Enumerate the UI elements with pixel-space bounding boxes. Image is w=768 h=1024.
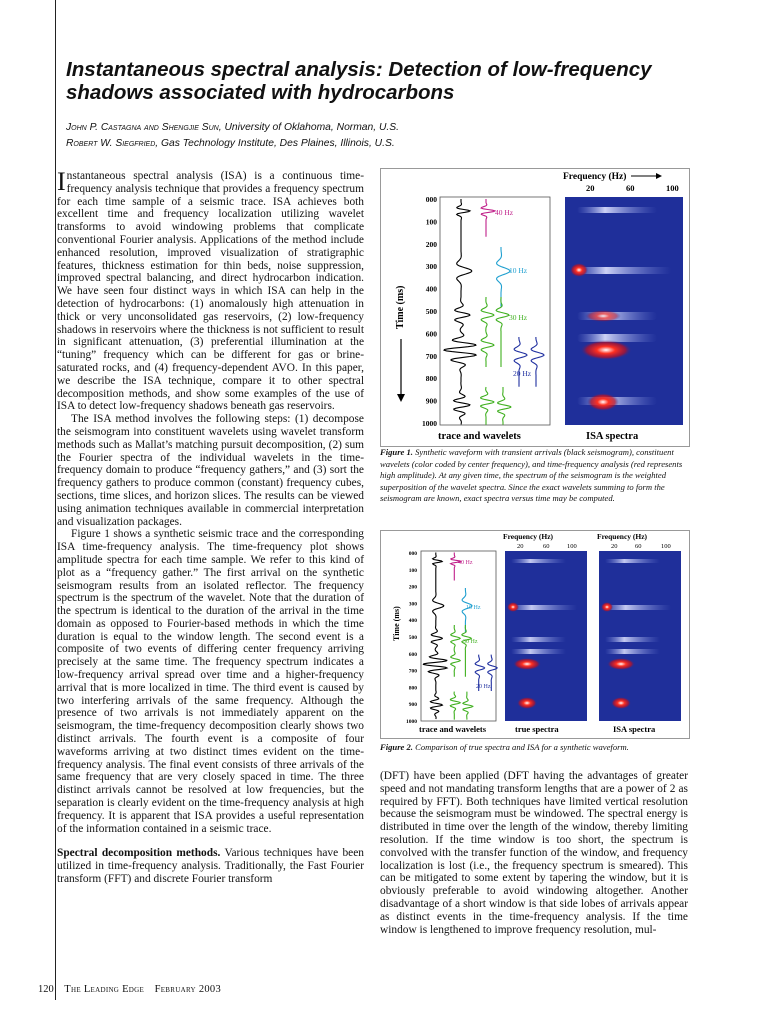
figure-1-caption: Figure 1. Synthetic waveform with transient arrivals (black seismogram), constituent wavelets (color coded by center frequency), and time-frequency analysis (red represents high amplitude). At any given time, the spectrum of the seismogram is the weighted superposition of the wavelet spectra. Since the exact wavelets summing to form the seismogram are known, exact spectra versus time may be computed.	[380, 447, 683, 503]
page-number: 120	[38, 984, 54, 995]
author-line-2	[66, 136, 399, 152]
time-tick: 600	[425, 329, 437, 339]
isa-spectra-panel	[565, 197, 683, 425]
freq-tick: 20	[517, 543, 524, 550]
time-tick: 200	[425, 239, 437, 249]
time-ticks	[406, 551, 417, 725]
time-tick: 000	[408, 551, 417, 557]
figure-2-caption: Figure 2. Comparison of true spectra and ISA for a synthetic waveform.	[380, 742, 629, 752]
paragraph-method: The ISA method involves the following steps: (1) decompose the seismogram into constituent wavelets using wavelet transform methods such as Mallat’s matching pursuit decomposition, (2) sum the Fourier spectra of the individual wavelets in the time-frequency domain to produce “frequency gathers,” and (3) sort the frequency gathers to produce common (constant) frequency cubes, sections, time slices, and horizon slices. The results can be viewed using animation techniques available in commercial interpretation and visualization packages.	[57, 413, 364, 528]
wavelet-label: 20 Hz	[476, 684, 491, 690]
wavelet-label: 20 Hz	[513, 369, 532, 378]
time-tick: 300	[425, 262, 437, 272]
wavelet-label: 40 Hz	[458, 560, 473, 566]
freq-tick: 100	[567, 543, 577, 550]
time-tick: 700	[425, 351, 437, 361]
time-tick: 1000	[422, 419, 437, 428]
wavelet-label: 30 Hz	[463, 639, 478, 645]
issue-date: February 2003	[154, 984, 222, 995]
figure-1-graphic	[381, 169, 689, 446]
time-tick: 1000	[406, 719, 417, 725]
wavelet-label: 10 Hz	[509, 266, 528, 275]
freq-label: Frequency (Hz)	[503, 532, 554, 541]
page-footer	[38, 984, 221, 995]
time-tick: 200	[408, 584, 417, 591]
figure-2	[380, 530, 690, 739]
time-tick: 400	[408, 618, 417, 625]
time-tick: 500	[408, 635, 417, 641]
wavelet-label: 10 Hz	[466, 605, 481, 611]
time-tick: 800	[425, 374, 437, 384]
panel-label: trace and wavelets	[419, 724, 487, 734]
margin-rule	[55, 0, 56, 1000]
left-column	[57, 167, 364, 886]
paragraph-dft: (DFT) have been applied (DFT having the advantages of greater speed and not mandating transform lengths that are a power of 2 as required by FFT). Both techniques have limited vertical resolution because the seismogram must be windowed. The spectral energy is distributed in time over the length of the window, thereby limiting resolution. If the time window is too short, the spectrum is convolved with the transfer function of the window, and frequency localization is lost (i.e., the frequency spectrum is smeared). This can be mitigated to some extent by tapering the window, but it is obviously preferable to avoid windowing altogether. Another disadvantage of a short window is that side lobes of arrivals appear as distinct events in the time-frequency analysis. If the time window is lengthened to improve frequency resolution, mul-	[380, 770, 688, 936]
figure-1	[380, 168, 690, 447]
time-tick: 000	[425, 195, 437, 204]
time-tick: 400	[425, 284, 437, 294]
panel-label: ISA spectra	[586, 431, 639, 442]
paragraph-figure1: Figure 1 shows a synthetic seismic trace and the corresponding ISA time-frequency analysis. The time-frequency plot shows amplitude spectra for each time sample. We refer to this kind of plot as a “frequency gather.” The first arrival on the synthetic seismogram results from an isolated reflector. The frequency spectrum is the spectrum of the wavelet. Note that the duration of the spectrum is identical to the duration of the arrival in the time domain as opposed to Fourier-based methods in which the time duration is equal to the window length. The second event is a composite of two events of differing center frequency arriving precisely at the same time. The frequency spectrum indicates a low-frequency arrival spread over time and a higher-frequency arrival that is more localized in time. The third event is caused by two interfering arrivals of the same frequency. Although the presence of two arrivals is not immediately apparent on the seismogram, the time-frequency decomposition clearly shows two distinct arrivals. The fourth event is a composite of four waveforms arriving at two distinct times evident on the time-frequency analysis. The final event consists of three arrivals of the same frequency that are very closely spaced in time. The three distinct arrivals cannot be resolved at low frequencies, but the separation is clearly evident on the time-frequency analysis at high frequency. It is apparent that ISA provides a useful representation of the information contained in a seismic trace.	[57, 528, 364, 835]
panel-label: trace and wavelets	[438, 431, 521, 442]
panel-label: true spectra	[515, 724, 559, 734]
wavelet-label: 30 Hz	[509, 313, 528, 322]
freq-tick: 100	[661, 543, 671, 550]
time-tick: 500	[425, 307, 437, 316]
section-heading: Spectral decomposition methods.	[57, 847, 221, 860]
freq-tick: 60	[635, 543, 642, 550]
author-line-1	[66, 120, 399, 136]
time-tick: 900	[425, 396, 437, 406]
time-tick: 800	[408, 685, 417, 692]
time-tick: 100	[425, 217, 437, 227]
time-ticks	[422, 195, 437, 428]
figure-2-graphic	[381, 531, 689, 738]
time-tick: 100	[408, 567, 417, 574]
time-tick: 300	[408, 601, 417, 608]
freq-label: Frequency (Hz)	[597, 532, 648, 541]
time-label: Time (ms)	[392, 606, 401, 641]
time-tick: 600	[408, 651, 417, 658]
panel-label: ISA spectra	[613, 724, 656, 734]
time-tick: 900	[408, 702, 417, 709]
author-affil-2: Gas Technology Institute, Des Plaines, Illinois, U.S.	[158, 138, 395, 149]
freq-tick: 60	[543, 543, 550, 550]
wavelet-label: 40 Hz	[495, 208, 514, 217]
author-names-1: John P. Castagna and Shengjie Sun,	[66, 122, 222, 133]
freq-label: Frequency (Hz)	[563, 172, 627, 182]
true-spectra-panel	[505, 551, 587, 721]
freq-tick: 100	[666, 183, 679, 193]
article-title: Instantaneous spectral analysis: Detection of low-frequency shadows associated with hydrocarbons	[66, 58, 652, 104]
drop-cap: I	[57, 167, 66, 196]
time-label: Time (ms)	[395, 285, 406, 329]
paragraph-intro: Instantaneous spectral analysis (ISA) is a continuous time-frequency analysis technique that provides a frequency spectrum for each time sample of a seismic trace. ISA achieves both excellent time and frequency localization utilizing wavelet transforms to avoid windowing problems that complicate conventional Fourier analysis. Applications of the method include enhanced resolution, improved visualization of stratigraphic features, thickness estimation for thin beds, noise suppression, improved spectral balancing, and direct hydrocarbon indication. We have seen four distinct ways in which ISA can help in the detection of hydrocarbons: (1) anomalously high attenuation in thick or very unconsolidated gas reservoirs, (2) low-frequency shadows in reservoirs where the thickness is not sufficient to result in significant attenuation, (3) preferential illumination at the “tuning” frequency which can be different for gas or brine-saturated rocks, and (4) frequency-dependent AVO. In this paper, we describe the ISA technique, compare it to other spectral decomposition methods, and show some examples of the use of ISA to detect low-frequency shadows beneath gas reservoirs.	[57, 167, 364, 413]
author-affil-1: University of Oklahoma, Norman, U.S.	[221, 122, 399, 133]
time-tick: 700	[408, 668, 417, 675]
right-column	[380, 770, 688, 936]
author-names-2: Robert W. Siegfried,	[66, 138, 159, 149]
paragraph-spectral: Spectral decomposition methods. Various techniques have been utilized in time-frequency analysis. Traditionally, the Fast Fourier transform (FFT) and discrete Fourier transform	[57, 847, 364, 886]
freq-tick: 20	[586, 183, 595, 193]
isa-spectra-panel	[599, 551, 681, 721]
author-block	[66, 120, 399, 152]
freq-tick: 60	[626, 183, 635, 193]
freq-tick: 20	[611, 543, 618, 550]
journal-name: The Leading Edge	[64, 984, 145, 995]
